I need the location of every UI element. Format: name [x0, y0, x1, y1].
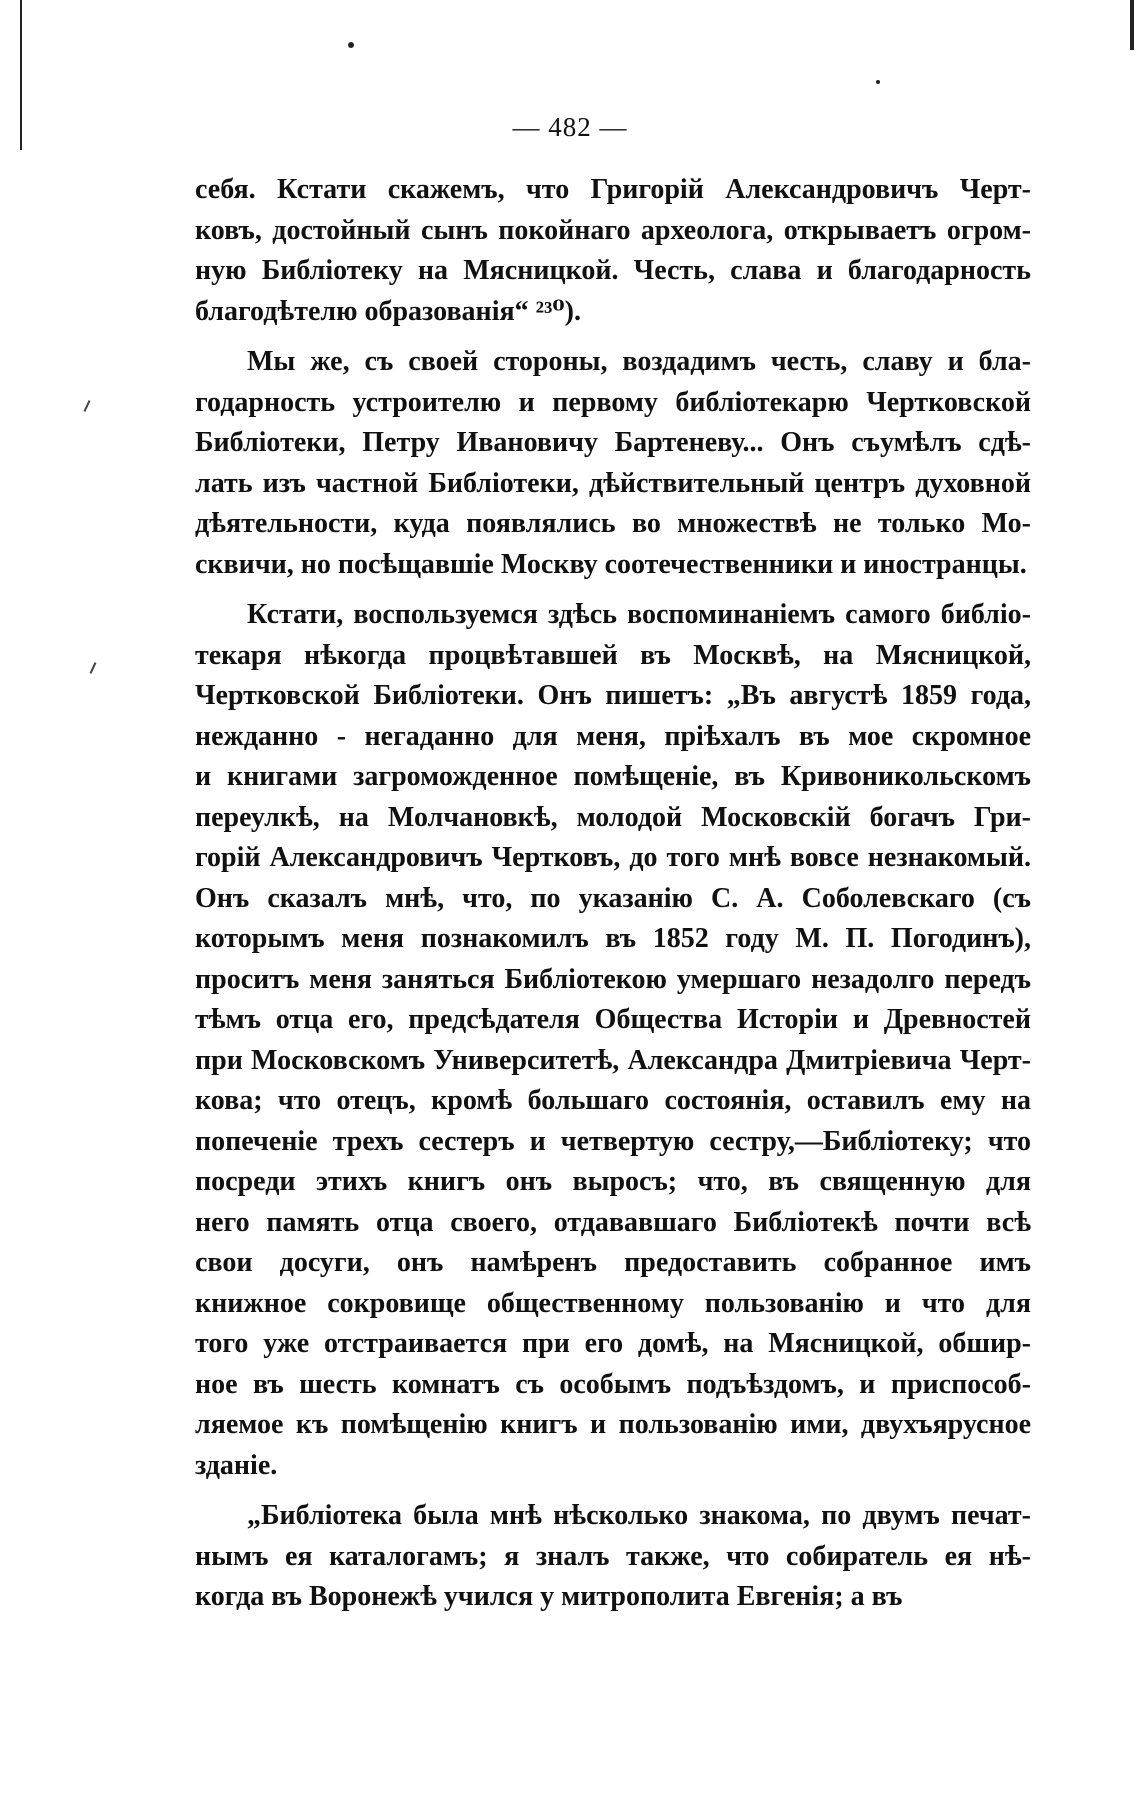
text-line: Библіотеки, Петру Ивановичу Бартеневу... Онъ съумѣлъ сдѣ-: [195, 427, 1031, 458]
text-line: книжное сокровище общественному пользованію и что для: [195, 1287, 1031, 1319]
scan-dot-top: [348, 42, 354, 48]
scan-dot-right: [876, 80, 880, 84]
paragraph: [195, 342, 1031, 585]
text-line: нымъ ея каталогамъ; я зналъ также, что собиратель ея нѣ-: [195, 1540, 1031, 1572]
text-line: ковъ, достойный сынъ покойнаго археолога, открываетъ огром-: [195, 214, 1031, 246]
margin-tick-1: [84, 400, 91, 412]
body-text: [195, 170, 1031, 1628]
text-line: нежданно - негаданно для меня, пріѣхалъ въ мое скромное: [195, 720, 1031, 752]
text-line: ное въ шесть комнатъ съ особымъ подъѣздомъ, и приспособ-: [195, 1368, 1031, 1400]
text-line: посреди этихъ книгъ онъ выросъ; что, въ священную для: [195, 1166, 1031, 1197]
text-line: дѣятельности, куда появлялись во множествѣ не только Мо-: [195, 508, 1031, 539]
text-line: переулкѣ, на Молчановкѣ, молодой Московскій богачъ Гри-: [195, 801, 1031, 833]
text-line: горій Александровичъ Чертковъ, до того мнѣ вовсе незнакомый.: [195, 842, 1031, 873]
paragraph: [195, 170, 1031, 332]
text-line: лать изъ частной Библіотеки, дѣйствительный центръ духовной: [195, 467, 1031, 499]
text-line: Онъ сказалъ мнѣ, что, по указанію С. А. Соболевскаго (съ: [195, 882, 1031, 914]
text-line: тѣмъ отца его, предсѣдателя Общества Исторіи и Древностей: [195, 1004, 1031, 1035]
text-line: которымъ меня познакомилъ въ 1852 году М. П. Погодинъ),: [195, 923, 1031, 954]
text-line: кова; что отецъ, кромѣ большаго состоянія, оставилъ ему на: [195, 1085, 1031, 1116]
text-line: благодѣтелю образованія“ ²³⁰).: [195, 295, 581, 327]
margin-tick-2: [90, 662, 97, 674]
text-line: него память отца своего, отдававшаго Библіотекѣ почти всѣ: [195, 1206, 1031, 1238]
text-line: себя. Кстати скажемъ, что Григорій Александровичъ Черт-: [195, 174, 1031, 205]
text-line: „Библіотека была мнѣ нѣсколько знакома, по двумъ печат-: [247, 1500, 1031, 1531]
text-line: свои досуги, онъ намѣренъ предоставить собранное имъ: [195, 1247, 1031, 1278]
text-line: зданіе.: [195, 1449, 278, 1481]
text-line: проситъ меня заняться Библіотекою умершаго незадолго передъ: [195, 963, 1031, 995]
paragraph: [195, 1496, 1031, 1618]
text-line: при Московскомъ Университетѣ, Александра Дмитріевича Черт-: [195, 1044, 1031, 1076]
text-line: годарность устроителю и первому библіотекарю Чертковской: [195, 386, 1031, 418]
text-line: попеченіе трехъ сестеръ и четвертую сестру,—Библіотеку; что: [195, 1125, 1031, 1157]
text-line: когда въ Воронежѣ учился у митрополита Евгенія; а въ: [195, 1581, 903, 1612]
text-line: Чертковской Библіотеки. Онъ пишетъ: „Въ августѣ 1859 года,: [195, 680, 1031, 711]
paragraph: [195, 595, 1031, 1486]
text-line: Кстати, воспользуемся здѣсь воспоминаніемъ самого библіо-: [247, 599, 1031, 630]
scan-edge-mark-right: [1130, 0, 1134, 50]
text-line: сквичи, но посѣщавшіе Москву соотечественники и иностранцы.: [195, 548, 1027, 580]
text-line: ляемое къ помѣщенію книгъ и пользованію ими, двухъярусное: [195, 1409, 1031, 1440]
text-line: того уже отстраивается при его домѣ, на Мясницкой, обшир-: [195, 1328, 1031, 1359]
text-line: текаря нѣкогда процвѣтавшей въ Москвѣ, на Мясницкой,: [195, 639, 1031, 671]
text-line: Мы же, съ своей стороны, воздадимъ честь, славу и бла-: [247, 346, 1031, 377]
text-line: и книгами загроможденное помѣщеніе, въ Кривоникольскомъ: [195, 761, 1031, 792]
page-number: — 482 —: [512, 112, 628, 142]
text-line: ную Библіотеку на Мясницкой. Честь, слава и благодарность: [195, 255, 1031, 286]
